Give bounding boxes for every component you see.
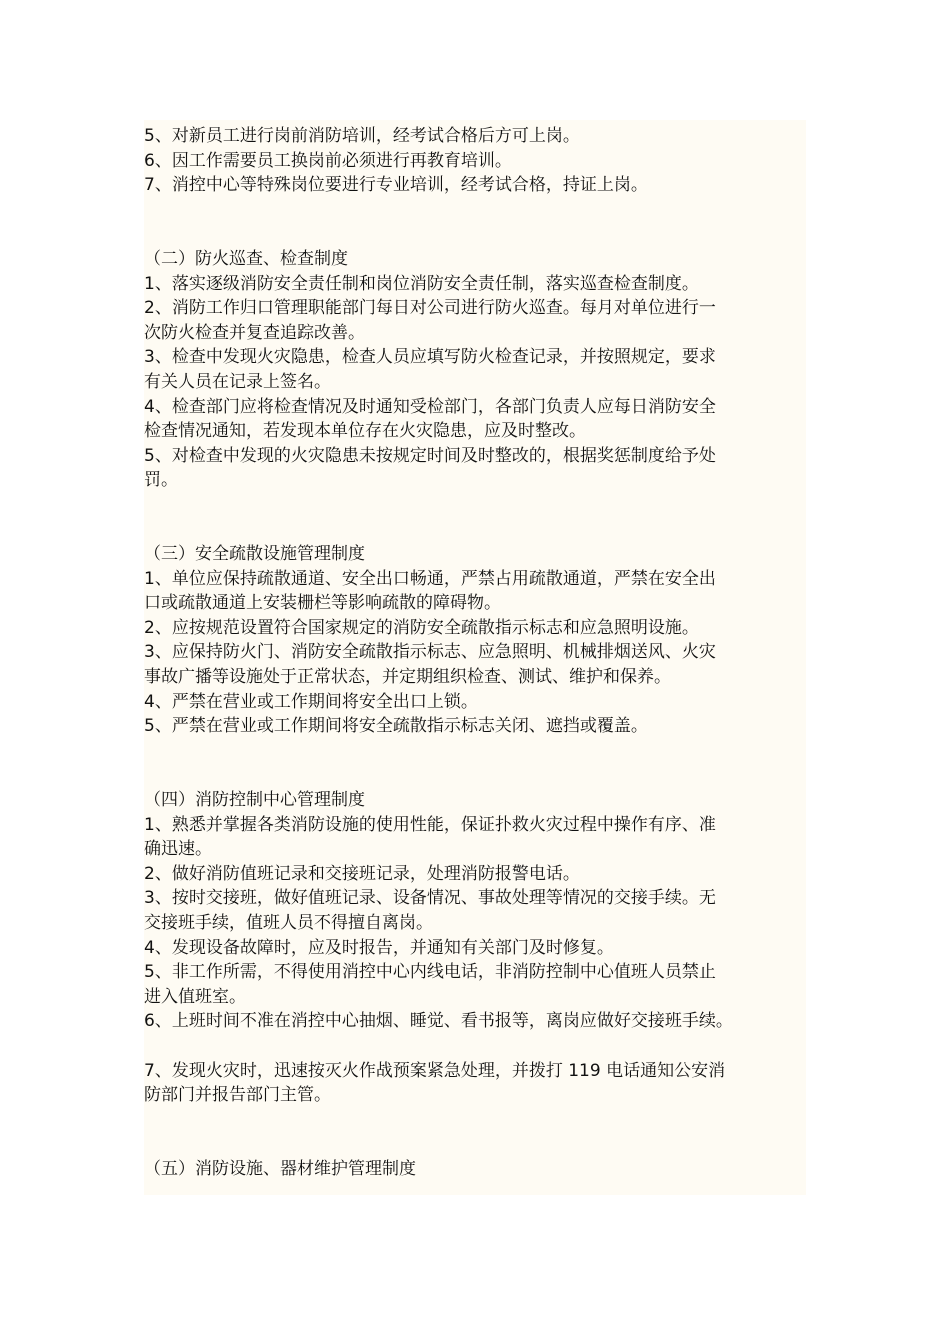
text-line: 确迅速。 (144, 839, 212, 860)
text-line: 防部门并报告部门主管。 (144, 1085, 331, 1106)
text-line: 5、对检查中发现的火灾隐患未按规定时间及时整改的，根据奖惩制度给予处 (144, 445, 716, 466)
text-line: 检查情况通知，若发现本单位存在火灾隐患，应及时整改。 (144, 421, 586, 442)
blank-line (144, 518, 806, 543)
text-line: 4、检查部门应将检查情况及时通知受检部门，各部门负责人应每日消防安全 (144, 396, 716, 417)
blank-line (144, 222, 806, 247)
text-line: 3、检查中发现火灾隐患，检查人员应填写防火检查记录，并按照规定，要求 (144, 347, 716, 368)
text-line: （二）防火巡查、检查制度 (144, 248, 348, 269)
text-line: 2、消防工作归口管理职能部门每日对公司进行防火巡查。每月对单位进行一 (144, 298, 716, 319)
text-line: 2、应按规范设置符合国家规定的消防安全疏散指示标志和应急照明设施。 (144, 617, 699, 638)
text-line: 2、做好消防值班记录和交接班记录，处理消防报警电话。 (144, 863, 580, 884)
blank-line (144, 493, 806, 518)
text-line: （五）消防设施、器材维护管理制度 (144, 1158, 416, 1179)
text-line: 1、单位应保持疏散通道、安全出口畅通，严禁占用疏散通道，严禁在安全出 (144, 568, 716, 589)
blank-line (144, 1108, 806, 1133)
text-line: 5、严禁在营业或工作期间将安全疏散指示标志关闭、遮挡或覆盖。 (144, 716, 648, 737)
text-line: 7、发现火灾时，迅速按灭火作战预案紧急处理，并拨打 119 电话通知公安消 (144, 1060, 726, 1081)
text-line: 1、落实逐级消防安全责任制和岗位消防安全责任制，落实巡查检查制度。 (144, 273, 699, 294)
text-line: 口或疏散通道上安装栅栏等影响疏散的障碍物。 (144, 593, 501, 614)
text-line: 次防火检查并复查追踪改善。 (144, 322, 365, 343)
blank-line (144, 763, 806, 788)
document-body (144, 120, 806, 1195)
text-line: 3、应保持防火门、消防安全疏散指示标志、应急照明、机械排烟送风、火灾 (144, 642, 716, 663)
text-line: （四）消防控制中心管理制度 (144, 790, 365, 811)
blank-line (144, 739, 806, 764)
blank-line (144, 1132, 806, 1157)
blank-line (144, 1034, 806, 1059)
text-line: （三）安全疏散设施管理制度 (144, 544, 365, 565)
blank-line (144, 198, 806, 223)
text-line: 4、严禁在营业或工作期间将安全出口上锁。 (144, 691, 478, 712)
text-line: 5、非工作所需，不得使用消控中心内线电话，非消防控制中心值班人员禁止 (144, 962, 716, 983)
text-line: 罚。 (144, 470, 178, 491)
text-line: 交接班手续，值班人员不得擅自离岗。 (144, 913, 433, 933)
text-line: 6、因工作需要员工换岗前必须进行再教育培训。 (144, 150, 512, 171)
text-line: 4、发现设备故障时，应及时报告，并通知有关部门及时修复。 (144, 937, 614, 958)
text-line: 有关人员在记录上签名。 (144, 371, 331, 392)
text-line: 1、熟悉并掌握各类消防设施的使用性能，保证扑救火灾过程中操作有序、准 (144, 814, 716, 835)
text-line: 3、按时交接班，做好值班记录、设备情况、事故处理等情况的交接手续。无 (144, 888, 716, 909)
text-line: 6、上班时间不准在消控中心抽烟、睡觉、看书报等，离岗应做好交接班手续。 (144, 1011, 733, 1032)
text-line: 进入值班室。 (144, 986, 246, 1007)
text-line: 7、消控中心等特殊岗位要进行专业培训，经考试合格，持证上岗。 (144, 175, 648, 196)
text-line: 事故广播等设施处于正常状态，并定期组织检查、测试、维护和保养。 (144, 667, 671, 688)
text-line: 5、对新员工进行岗前消防培训，经考试合格后方可上岗。 (144, 126, 580, 146)
